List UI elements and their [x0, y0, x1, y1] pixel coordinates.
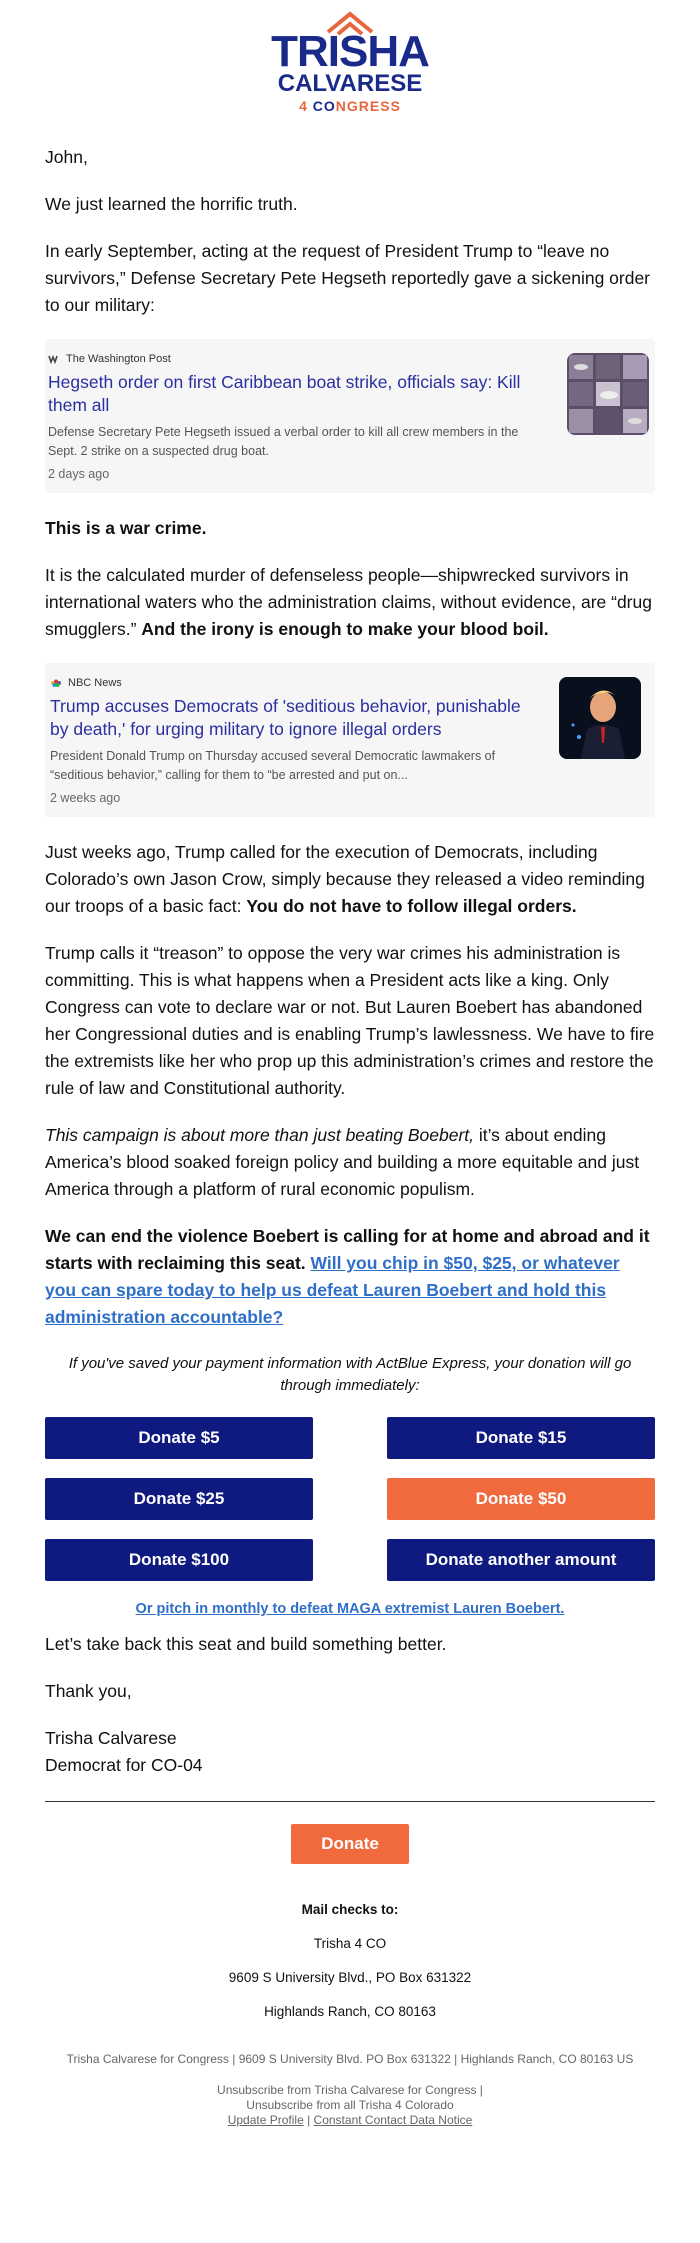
- paragraph-2: In early September, acting at the request of President Trump to “leave no survivors,” Defense Secretary Pete Hegseth reportedly gave a sickening order to our military:: [45, 241, 651, 315]
- logo-last-name: CALVARESE: [277, 70, 423, 97]
- mailing-address: Mail checks to: Trisha 4 CO 9609 S University Blvd., PO Box 631322 Highlands Ranch, CO 80163: [228, 1902, 472, 2019]
- logo-first-name: TRISHA: [271, 27, 429, 76]
- donate-5-button[interactable]: Donate $5: [45, 1417, 313, 1459]
- news-age: 2 days ago: [48, 467, 110, 481]
- paragraph-1: We just learned the horrific truth.: [45, 194, 298, 214]
- footer-donate-button[interactable]: Donate: [291, 1824, 409, 1864]
- news-headline[interactable]: Hegseth order on first Caribbean boat strike, officials say: Kill them all: [48, 372, 521, 415]
- donate-buttons: [45, 1417, 655, 1581]
- news-description: Defense Secretary Pete Hegseth issued a verbal order to kill all crew members in the Sept. 2 strike on a suspected drug boat.: [48, 425, 519, 458]
- donate-100-button[interactable]: Donate $100: [45, 1539, 313, 1581]
- unsubscribe-all-link[interactable]: Unsubscribe from all Trisha 4 Colorado: [246, 2098, 454, 2112]
- actblue-express-note: If you've saved your payment information with ActBlue Express, your donation will go through immediately:: [68, 1355, 632, 1394]
- paragraph-6: Trump calls it “treason” to oppose the very war crimes his administration is committing. This is what happens when a President acts like a king. Only Congress can vote to declare war or not. But Lauren Boebert has abandoned her Congressional duties and is enabling Trump’s lawlessness. We have to fire the extremists like her who prop up this administration’s crimes and restore the rule of law and Constitutional authority.: [45, 943, 655, 1098]
- greeting: John,: [45, 147, 88, 167]
- divider: [45, 1801, 655, 1802]
- unsubscribe-campaign-link[interactable]: Unsubscribe from Trisha Calvarese for Congress |: [217, 2083, 483, 2097]
- monthly-donation-link[interactable]: Or pitch in monthly to defeat MAGA extremist Lauren Boebert.: [135, 1601, 565, 1617]
- data-notice-link[interactable]: Constant Contact Data Notice: [313, 2113, 473, 2127]
- paragraph-9: Let’s take back this seat and build something better.: [45, 1634, 447, 1654]
- footer-address: Trisha Calvarese for Congress | 9609 S University Blvd. PO Box 631322 | Highlands Ranch, CO 80163 US: [66, 2052, 634, 2066]
- signature: Trisha Calvarese Democrat for CO-04: [45, 1728, 203, 1775]
- email-body: [45, 0, 655, 2128]
- logo-tagline: 4 CONGRESS: [299, 98, 401, 114]
- war-crime-statement: This is a war crime.: [45, 518, 207, 538]
- donate-25-button[interactable]: Donate $25: [45, 1478, 313, 1520]
- donate-50-button[interactable]: Donate $50: [387, 1478, 655, 1520]
- news-description: President Donald Trump on Thursday accused several Democratic lawmakers of “seditious behavior,” calling for them to “be arrested and put on...: [50, 749, 496, 782]
- sign-off: Thank you,: [45, 1681, 132, 1701]
- news-headline[interactable]: Trump accuses Democrats of 'seditious behavior, punishable by death,' for urging military to ignore illegal orders: [50, 696, 521, 739]
- paragraph-7: This campaign is about more than just beating Boebert, it’s about ending America’s blood soaked foreign policy and building a more equitable and just America through a platform of rural economic populism.: [45, 1125, 640, 1199]
- news-thumbnail-image: [567, 353, 649, 435]
- paragraph-4: It is the calculated murder of defenseless people—shipwrecked survivors in international waters who the administration claims, without evidence, are “drug smugglers.” And the irony is enough to make your blood boil.: [45, 565, 652, 639]
- news-card-nbc[interactable]: [45, 663, 655, 817]
- campaign-logo[interactable]: [45, 0, 655, 128]
- paragraph-5: Just weeks ago, Trump called for the execution of Democrats, including Colorado’s own Jason Crow, simply because they released a video reminding our troops of a basic fact: You do not have to follow illegal orders.: [45, 842, 645, 916]
- chip-in-link[interactable]: Will you chip in $50, $25, or whatever you can spare today to help us defeat Lauren Boebert and hold this administration accountable?: [45, 1253, 620, 1327]
- news-source: The Washington Post: [48, 353, 645, 365]
- news-thumbnail-image: [559, 677, 641, 759]
- paragraph-8: We can end the violence Boebert is calling for at home and abroad and it starts with reclaiming this seat. Will you chip in $50, $25, or whatever you can spare today to help us defeat Lauren Boebert and hold this administration accountable?: [45, 1226, 650, 1327]
- news-source: NBC News: [50, 677, 645, 689]
- nbc-peacock-icon: [50, 678, 62, 688]
- donate-other-amount-button[interactable]: Donate another amount: [387, 1539, 655, 1581]
- news-card-washington-post[interactable]: [45, 339, 655, 493]
- update-profile-link[interactable]: Update Profile: [227, 2113, 304, 2127]
- news-age: 2 weeks ago: [50, 791, 121, 805]
- donate-15-button[interactable]: Donate $15: [387, 1417, 655, 1459]
- footer-legal: Trisha Calvarese for Congress | 9609 S University Blvd. PO Box 631322 | Highlands Ranch, CO 80163 US Unsubscribe from Trisha Calvarese for Congress | Unsubscribe from all Trisha 4 Colorado Update Profile | Constant Contact Data Notice: [45, 2052, 655, 2128]
- washington-post-icon: [48, 354, 60, 364]
